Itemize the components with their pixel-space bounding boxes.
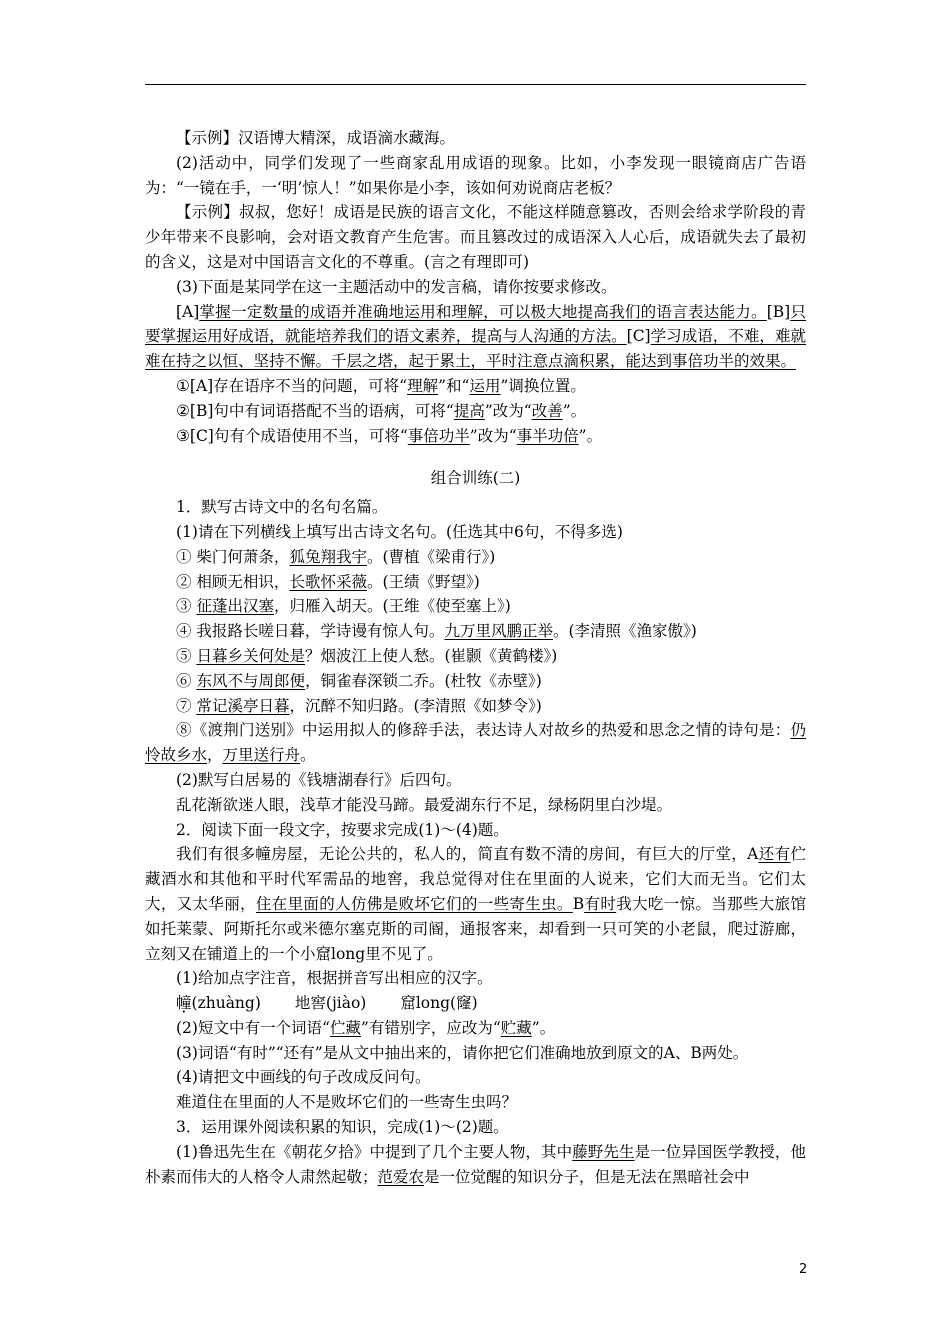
poem-line-8 xyxy=(145,718,806,768)
passage-text: 伫藏酒水和其他和平时代军需品的地窖，我总觉得对住在里面的人说来，它们大而无当。它们太大，又太华丽， xyxy=(145,845,806,913)
poem-line-answer: 狐兔翔我宇 xyxy=(289,547,367,566)
poem-line-text: 。 xyxy=(300,746,316,765)
poem-lines xyxy=(145,545,806,719)
question-2: (2)活动中，同学们发现了一些商家乱用成语的现象。比如，小李发现一眼镜商店广告语为：“一镜在手，一‘明’惊人！”如果你是小李，该如何劝说商店老板？ xyxy=(145,153,806,197)
answer-word: 理解 xyxy=(407,376,439,395)
poem-line-answer: 东风不与周郎便 xyxy=(196,671,305,690)
page-number: 2 xyxy=(799,1262,808,1277)
speech-sentence-c: 学习成语，不难，难就难在持之以恒、坚持不懈。千层之塔，起于累土，平时注意点滴积累，能达到事倍功半的效果。 xyxy=(145,327,806,371)
poem-line-answer: 日暮乡关何处是 xyxy=(196,646,305,665)
pinyin-item xyxy=(400,994,477,1012)
poem-line-text: 。(曹植《梁甫行》) xyxy=(366,547,496,566)
poem-line-text: 。(李清照《渔家傲》) xyxy=(552,622,697,641)
poem-line xyxy=(145,694,806,719)
part-word: 贮藏 xyxy=(500,1018,532,1037)
poem-line-text: ⑤ xyxy=(176,646,197,665)
pinyin-text: 窟long(窿) xyxy=(400,994,478,1013)
exercise-2-part-1: (1)给加点字注音，根据拼音写出相应的汉字。 xyxy=(176,969,493,988)
answer-word: 运用 xyxy=(469,376,501,395)
poem-line-text: ， xyxy=(207,746,223,765)
answer-text: ③[C]句有个成语使用不当，可将“ xyxy=(176,426,408,445)
poem-line-text: ，沉醉不知归路。(李清照《如梦令》) xyxy=(289,696,542,715)
poem-line xyxy=(145,545,806,570)
exercise-1-part-1: (1)请在下列横线上填写出古诗文名句。(任选其中6句，不得多选) xyxy=(176,522,623,541)
part-text: 是一位觉醒的知识分子，但是无法在黑暗社会中 xyxy=(424,1167,750,1186)
poem-line xyxy=(145,644,806,669)
answer-text: ”。 xyxy=(562,401,587,420)
part-text: (2)短文中有一个词语“ xyxy=(176,1018,330,1037)
poem-line-answer: 九万里风鹏正举 xyxy=(444,622,553,641)
answer-2 xyxy=(145,399,806,424)
answer-text: ”改为“ xyxy=(469,426,517,445)
part-text: ”有错别字，应改为“ xyxy=(360,1018,501,1037)
poem-line-answer: 万里送行舟 xyxy=(222,746,301,765)
answer-text: ②[B]句中有词语搭配不当的语病，可将“ xyxy=(176,401,454,420)
speech-tag-b: [B] xyxy=(766,302,791,321)
poem-line-text: ⑧《渡荆门送别》中运用拟人的修辞手法，表达诗人对故乡的热爱和思念之情的诗句是： xyxy=(176,721,791,740)
example-1: 【示例】汉语博大精深，成语滴水藏海。 xyxy=(176,129,456,147)
poem-line-answer: 征蓬出汉塞 xyxy=(196,597,274,616)
speech-draft xyxy=(145,300,806,374)
passage-text: 我们有很多幢房屋，无论公共的，私人的，简直有数不清的房间，有巨大的厅堂，A xyxy=(176,845,759,864)
poem-line-answer: 常记溪亭日暮 xyxy=(196,696,290,715)
poem-line-text: ？烟波江上使人愁。(崔颢《黄鹤楼》) xyxy=(304,646,558,665)
poem-line xyxy=(145,570,806,595)
exercise-2-part-2 xyxy=(145,1016,806,1041)
poem-line-text: 。(王绩《野望》) xyxy=(366,572,480,591)
passage-underlined-sentence: 住在里面的人仿佛是败坏它们的一些寄生虫。 xyxy=(255,894,573,913)
answer-word: 改善 xyxy=(531,401,563,420)
passage-word: 还有 xyxy=(758,845,791,864)
answer-word: 提高 xyxy=(453,401,485,420)
pinyin-text: (zhuàng) xyxy=(191,994,261,1013)
answer-1 xyxy=(145,374,806,399)
poem-line-text: ⑦ xyxy=(176,696,197,715)
reading-passage xyxy=(145,842,806,966)
answer-text: ”调换位置。 xyxy=(500,376,586,395)
poem-line-text: ，铜雀春深锁二乔。(杜牧《赤壁》) xyxy=(304,671,542,690)
exercise-1-part-2: (2)默写白居易的《钱塘湖春行》后四句。 xyxy=(176,770,462,789)
part-word: 范爱农 xyxy=(377,1167,425,1186)
document-body xyxy=(145,126,806,1189)
speech-tag-c: [C] xyxy=(626,327,651,346)
exercise-1-part-2-answer: 乱花渐欲迷人眼，浅草才能没马蹄。最爱湖东行不足，绿杨阴里白沙堤。 xyxy=(176,795,673,814)
pinyin-item xyxy=(295,994,366,1012)
exercise-2-part-4-answer: 难道住在里面的人不是败坏它们的一些寄生虫吗？ xyxy=(176,1093,518,1112)
poem-line-text: ③ xyxy=(176,597,197,616)
part-word: 藤野先生 xyxy=(572,1142,635,1161)
poem-line-answer: 长歌怀采薇 xyxy=(289,572,367,591)
exercise-3: 3．运用课外阅读积累的知识，完成(1)～(2)题。 xyxy=(176,1118,509,1137)
poem-line xyxy=(145,594,806,619)
pinyin-item xyxy=(176,994,261,1012)
answer-3 xyxy=(145,424,806,449)
part-text: 是一位异国医学教授，他朴素而伟大的人格令人肃然起敬； xyxy=(145,1142,806,1186)
pinyin-text: 地窖(jiào) xyxy=(294,994,367,1013)
poem-line-text: ④ 我报路长嗟日暮，学诗谩有惊人句。 xyxy=(176,622,445,641)
poem-line-text: ① 柴门何萧条， xyxy=(176,547,290,566)
answer-word: 事倍功半 xyxy=(407,426,470,445)
speech-tag-a: [A] xyxy=(176,302,200,321)
example-2: 【示例】叔叔，您好！成语是民族的语言文化，不能这样随意篡改，否则会给求学阶段的青少年带来不良影响，会对语文教育产生危害。而且篡改过的成语深入人心后，成语就失去了最初的含义，这是对中国语言文化的不尊重。(言之有理即可) xyxy=(145,203,806,271)
dotted-char: 幢 xyxy=(176,994,192,1013)
passage-word: 有时 xyxy=(584,894,617,913)
poem-line xyxy=(145,669,806,694)
question-3: (3)下面是某同学在这一主题活动中的发言稿，请你按要求修改。 xyxy=(176,277,617,296)
passage-text: B xyxy=(572,894,585,913)
speech-sentence-a: 掌握一定数量的成语并准确地运用和理解，可以极大地提高我们的语言表达能力。 xyxy=(199,302,767,321)
poem-line xyxy=(145,619,806,644)
poem-line-text: ⑥ xyxy=(176,671,197,690)
part-word: 伫藏 xyxy=(329,1018,361,1037)
answer-text: ”改为“ xyxy=(484,401,532,420)
poem-line-text: ，归雁入胡天。(王维《使至塞上》) xyxy=(273,597,511,616)
poem-line-text: ② 相顾无相识， xyxy=(176,572,290,591)
section-title: 组合训练(二) xyxy=(430,469,521,488)
speech-sentence-b: 只要掌握运用好成语，就能培养我们的语文素养，提高与人沟通的方法。 xyxy=(145,302,806,346)
answer-word: 事半功倍 xyxy=(516,426,579,445)
answer-text: ①[A]存在语序不当的问题，可将“ xyxy=(176,376,408,395)
passage-text: 我大吃一惊。当那些大旅馆如托莱蒙、阿斯托尔或米德尔塞克斯的司阍，通报客来，却看到一只可笑的小老鼠，爬过游廊，立刻又在铺道上的一个小窟long里不见了。 xyxy=(145,894,806,963)
exercise-1: 1．默写古诗文中的名句名篇。 xyxy=(176,498,388,517)
pinyin-answers xyxy=(145,991,806,1016)
exercise-2: 2．阅读下面一段文字，按要求完成(1)～(4)题。 xyxy=(176,820,509,839)
exercise-2-part-4: (4)请把文中画线的句子改成反问句。 xyxy=(176,1068,431,1087)
answer-text: ”和“ xyxy=(438,376,470,395)
exercise-2-part-3: (3)词语“有时”“还有”是从文中抽出来的，请你把它们准确地放到原文的A、B两处。 xyxy=(176,1043,749,1062)
header-rule xyxy=(145,84,806,85)
poem-line-answer: 仍怜故乡水 xyxy=(145,721,806,765)
part-text: ”。 xyxy=(531,1018,556,1037)
answer-text: ”。 xyxy=(578,426,603,445)
exercise-3-part-1 xyxy=(145,1140,806,1190)
part-text: (1)鲁迅先生在《朝花夕拾》中提到了几个主要人物，其中 xyxy=(176,1142,573,1161)
